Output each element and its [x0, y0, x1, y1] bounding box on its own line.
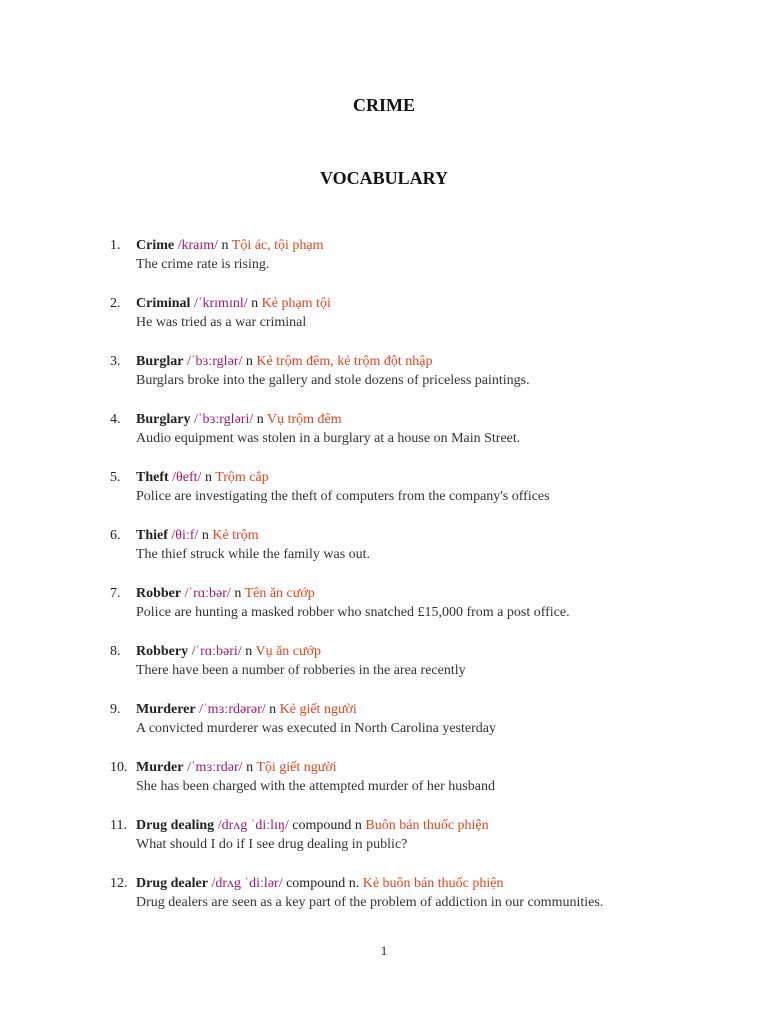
- vocab-entry: [0, 642, 768, 700]
- entry-number: 12.: [110, 876, 128, 891]
- entry-headline: [136, 874, 503, 893]
- entry-ipa: /kraɪm/: [177, 238, 219, 253]
- entry-meaning: Kẻ buôn bán thuốc phiện: [362, 876, 504, 891]
- entry-example: The thief struck while the family was out.: [136, 547, 371, 562]
- entry-part-of-speech: n: [251, 296, 259, 311]
- entry-meaning: Kẻ giết người: [279, 702, 357, 717]
- entry-word: Crime: [136, 238, 175, 253]
- entry-example: Burglars broke into the gallery and stole dozens of priceless paintings.: [136, 373, 530, 388]
- vocab-entry: [0, 816, 768, 874]
- entry-word: Criminal: [136, 296, 191, 311]
- entry-part-of-speech: n: [234, 586, 242, 601]
- entry-word: Murder: [136, 760, 184, 775]
- entry-number: 3.: [110, 354, 121, 369]
- entry-number: 7.: [110, 586, 121, 601]
- entry-part-of-speech: n: [221, 238, 229, 253]
- entry-part-of-speech: n: [201, 528, 209, 543]
- page-number: 1: [380, 943, 388, 958]
- entry-word: Theft: [136, 470, 169, 485]
- entry-meaning: Kẻ trộm: [212, 528, 259, 543]
- entry-number: 10.: [110, 760, 128, 775]
- entry-meaning: Kẻ phạm tội: [261, 296, 331, 311]
- entry-ipa: /ˈbɜːrglər/: [186, 354, 243, 369]
- entry-word: Murderer: [136, 702, 196, 717]
- entry-word: Robber: [136, 586, 182, 601]
- entry-ipa: /θeft/: [172, 470, 202, 485]
- entry-word: Burglar: [136, 354, 184, 369]
- entry-meaning: Tội giết người: [256, 760, 337, 775]
- vocab-entry: [0, 468, 768, 526]
- entry-example: He was tried as a war criminal: [136, 315, 307, 330]
- entry-ipa: /ˈbɜːrgləri/: [193, 412, 254, 427]
- entry-meaning: Tên ăn cướp: [244, 586, 315, 601]
- entry-meaning: Vụ ăn cướp: [255, 644, 321, 659]
- vocab-entry: [0, 700, 768, 758]
- entry-meaning: Vụ trộm đêm: [266, 412, 342, 427]
- entry-headline: [136, 816, 489, 835]
- document-subtitle: VOCABULARY: [319, 168, 448, 188]
- entry-example: There have been a number of robberies in the area recently: [136, 663, 466, 678]
- entry-headline: [136, 352, 432, 371]
- entry-meaning: Tội ác, tội phạm: [231, 238, 324, 253]
- vocabulary-list: [0, 236, 768, 932]
- entry-meaning: Trộm cắp: [215, 470, 269, 485]
- document-title: CRIME: [353, 95, 415, 115]
- entry-number: 4.: [110, 412, 121, 427]
- entry-example: A convicted murderer was executed in North Carolina yesterday: [136, 721, 496, 736]
- entry-example: The crime rate is rising.: [136, 257, 270, 272]
- entry-word: Thief: [136, 528, 168, 543]
- entry-headline: [136, 410, 342, 429]
- entry-number: 11.: [110, 818, 127, 833]
- entry-example: Audio equipment was stolen in a burglary at a house on Main Street.: [136, 431, 521, 446]
- vocab-entry: [0, 352, 768, 410]
- entry-word: Burglary: [136, 412, 191, 427]
- entry-word: Drug dealer: [136, 876, 208, 891]
- entry-ipa: /ˈrɑːbəri/: [191, 644, 242, 659]
- entry-word: Drug dealing: [136, 818, 215, 833]
- vocab-entry: [0, 410, 768, 468]
- entry-part-of-speech: n: [256, 412, 264, 427]
- entry-headline: [136, 526, 259, 545]
- entry-example: She has been charged with the attempted murder of her husband: [136, 779, 495, 794]
- entry-number: 5.: [110, 470, 121, 485]
- entry-example: Police are hunting a masked robber who snatched £15,000 from a post office.: [136, 605, 570, 620]
- entry-number: 2.: [110, 296, 121, 311]
- entry-ipa: /ˈmɜːrdərər/: [199, 702, 266, 717]
- entry-example: Police are investigating the theft of computers from the company's offices: [136, 489, 550, 504]
- vocab-entry: [0, 526, 768, 584]
- entry-headline: [136, 584, 315, 603]
- vocab-entry: [0, 758, 768, 816]
- entry-part-of-speech: n: [269, 702, 277, 717]
- entry-part-of-speech: n: [246, 760, 254, 775]
- entry-number: 8.: [110, 644, 121, 659]
- entry-headline: [136, 758, 337, 777]
- entry-number: 1.: [110, 238, 121, 253]
- entry-headline: [136, 236, 324, 255]
- entry-part-of-speech: compound n.: [286, 876, 360, 891]
- entry-part-of-speech: n: [245, 644, 253, 659]
- entry-ipa: /ˈrɑːbər/: [184, 586, 231, 601]
- vocab-entry: [0, 294, 768, 352]
- vocab-entry: [0, 236, 768, 294]
- entry-part-of-speech: compound n: [292, 818, 362, 833]
- entry-headline: [136, 642, 321, 661]
- entry-number: 9.: [110, 702, 121, 717]
- entry-part-of-speech: n: [245, 354, 253, 369]
- entry-ipa: /θiːf/: [171, 528, 199, 543]
- entry-headline: [136, 700, 357, 719]
- entry-word: Robbery: [136, 644, 189, 659]
- entry-meaning: Kẻ trộm đêm, kẻ trộm đột nhập: [256, 354, 433, 369]
- entry-ipa: /ˈkrɪmɪnl/: [193, 296, 248, 311]
- entry-example: Drug dealers are seen as a key part of the problem of addiction in our communities.: [136, 895, 604, 910]
- entry-ipa: /ˈmɜːrdər/: [186, 760, 243, 775]
- vocab-entry: [0, 874, 768, 932]
- entry-example: What should I do if I see drug dealing in public?: [136, 837, 408, 852]
- entry-headline: [136, 294, 331, 313]
- entry-ipa: /drʌg ˈdiːlɪŋ/: [217, 818, 289, 833]
- entry-meaning: Buôn bán thuốc phiện: [365, 818, 489, 833]
- entry-number: 6.: [110, 528, 121, 543]
- vocab-entry: [0, 584, 768, 642]
- entry-part-of-speech: n: [204, 470, 212, 485]
- entry-ipa: /drʌg ˈdiːlər/: [211, 876, 283, 891]
- entry-headline: [136, 468, 269, 487]
